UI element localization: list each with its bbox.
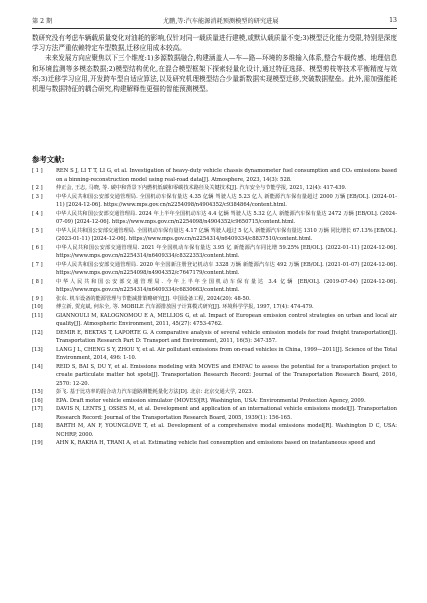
reference-number: [ 6 ] xyxy=(32,244,43,251)
reference-number: [10] xyxy=(32,304,43,310)
reference-text: BARTH M, AN F, YOUNGLOVE T, et al. Development of a comprehensive modal emissions model[R]. Washington D C, USA: NCHRP, 2000. xyxy=(56,423,397,438)
reference-number: [18] xyxy=(32,423,43,429)
reference-text: 中华人民共和国公安部交通管理局. 今年上半年全国机动车保有量达 3.4 亿辆 [EB/OL]. (2019-07-04) [2024-12-06]. https://www.mps.gov.cn/n2254314/n6409334/c6830663/content.html. xyxy=(56,278,397,293)
reference-number: [ 4 ] xyxy=(32,210,43,217)
page-number: 13 xyxy=(389,16,397,24)
reference-number: [17] xyxy=(32,406,43,412)
reference-text: AHN K, RAKHA H, TRANI A, et al. Estimating vehicle fuel consumption and emissions based on instantaneous speed and xyxy=(56,440,376,446)
reference-number: [16] xyxy=(32,397,43,404)
reference-item xyxy=(32,261,397,278)
reference-text: 张东. 机车设备的能源管理与节能减排策略研究[J]. 中国设备工程, 2024(20): 48-50. xyxy=(56,295,251,302)
reference-item xyxy=(32,312,397,329)
reference-number: [ 9 ] xyxy=(32,295,43,302)
reference-text: 中华人民共和国公安部交通管理局. 全国机动车保有量达 4.35 亿辆 驾驶人达 5.23 亿人 新能源汽车保有量超过 2000 万辆 [EB/OL]. (2024-01-11) [2024-12-06]. https://www.mps.gov.cn/n2254098/n4904352/c9384864/content.html. xyxy=(56,193,397,208)
reference-number: [11] xyxy=(32,312,43,319)
page-header xyxy=(32,14,397,26)
reference-text: 中华人民共和国公安部交通管理局. 2024 年上半年全国机动车达 4.4 亿辆 驾驶人达 5.32 亿人 新能源汽车保有量达 2472 万辆 [EB/OL]. (2024-07-09) [2024-12-06]. https://www.mps.gov.cn/n2254098/n4904352/c9650715/content.html. xyxy=(56,210,397,225)
references-heading: 参考文献: xyxy=(32,155,65,164)
reference-item xyxy=(32,422,397,439)
reference-text: 傅立新, 贺克斌, 何东全, 等. MOBILE 汽车源排放因子计算模式研究[J]. 环境科学学报, 1997, 17(4): 474-479. xyxy=(56,304,314,310)
reference-text: 仲正会, 王志, 马晓, 等. 碳中和背景下内燃机低碳和零碳技术路径及关键技术[J]. 汽车安全与节能学报, 2021, 12(4): 417-439. xyxy=(56,185,347,191)
reference-text: DAVIS N, LENTS J, OSSES M, et al. Development and application of an international vehicle emissions model[J]. Transportation Research Record: Journal of the Transportation Research Board, 2005, 1939(1): 156-165. xyxy=(56,406,397,421)
reference-item xyxy=(32,397,397,406)
reference-text: REN S J, LI T T, LI G, et al. Investigation of heavy-duty vehicle chassis dynamometer fuel consumption and CO₂ emissions based on a binning-reconstruction model using real-road data[J]. Atmosphere, 2023, 14(3): 528. xyxy=(56,168,397,183)
reference-item xyxy=(32,439,397,448)
reference-number: [ 7 ] xyxy=(32,261,43,268)
reference-text: EPA. Draft motor vehicle emission simulator (MOVES)[R]. Washington, USA: Environmental Protection Agency, 2009. xyxy=(56,397,366,404)
reference-number: [ 3 ] xyxy=(32,193,43,200)
reference-item xyxy=(32,210,397,227)
reference-item xyxy=(32,346,397,363)
issue-label: 第 2 期 xyxy=(32,17,53,25)
reference-item xyxy=(32,227,397,244)
reference-number: [15] xyxy=(32,389,43,395)
reference-item xyxy=(32,167,397,184)
body-paragraph: 未来发展方向应聚焦以下三个维度:1)多源数据融合,构建涵盖人—车—路—环境的多维输入体系,整合车载传感、地理信息和环境监测等多模态数据;2)模型结构优化,在混合模型框架下探索轻量化设计,通过特征选择、模型剪枝等技术平衡精度与效率;3)迁移学习应用,开发跨车型自适应算法,以及研究机理模型结合少量新数据实现模型迁移,突破数据壁垒。此外,需加强能耗机理与数据特征的耦合研究,构建解释性更强的智能预测模型。 xyxy=(32,54,397,94)
reference-number: [ 1 ] xyxy=(32,168,43,174)
reference-number: [19] xyxy=(32,440,43,446)
reference-text: GIANNOULI M, KALOGNOMOU E A, MELLIOS G, et al. Impact of European emission control strategies on urban and local air quality[J]. Atmospheric Environment, 2011, 45(27): 4753-4762. xyxy=(56,312,397,327)
reference-text: 彭飞. 基于比功率的混合动力汽车道路测能耗量化方法[D]. 北京: 北京交通大学, 2023. xyxy=(56,389,254,395)
reference-number: [13] xyxy=(32,346,43,353)
reference-number: [ 8 ] xyxy=(32,278,43,285)
reference-item xyxy=(32,193,397,210)
reference-item xyxy=(32,405,397,422)
reference-text: REID S, BAI S, DU Y, et al. Emissions modeling with MOVES and EMFAC to assess the potential for a transportation project to create particulate matter hot spots[J]. Transportation Research Record: Journal of the Transportation Research Board, 2016, 2570: 12-20. xyxy=(56,363,397,387)
reference-text: DEMIR E, BEKTAS T, LAPORTE G. A comparative analysis of several vehicle emission models for road freight transportation[J]. Transportation Research Part D: Transport and Environment, 2011, 16(5): 347-357. xyxy=(56,329,397,344)
reference-number: [12] xyxy=(32,329,43,336)
reference-text: 中华人民共和国公安部交通管理局. 2020 年全国新注册登记机动车 3328 万辆 新能源汽车达 492 万辆 [EB/OL]. (2021-01-07) [2024-12-06]. https://www.mps.gov.cn/n2254098/n4904352/c7647179/content.html. xyxy=(56,261,397,276)
reference-text: LANG J L, CHENG S Y, ZHOU Y, et al. Air pollutant emissions from on-road vehicles in China, 1999—2011[J]. Science of the Total Environment, 2014, 496: 1-10. xyxy=(56,346,397,361)
reference-item xyxy=(32,363,397,389)
reference-number: [ 5 ] xyxy=(32,227,43,234)
reference-item xyxy=(32,388,397,397)
reference-item xyxy=(32,295,397,304)
reference-number: [ 2 ] xyxy=(32,185,43,191)
body-text xyxy=(32,33,397,94)
reference-list xyxy=(32,167,397,448)
reference-item xyxy=(32,278,397,295)
reference-item xyxy=(32,244,397,261)
header-rule xyxy=(32,28,397,29)
reference-text: 中华人民共和国公安部交通管理局. 全国机动车保有量达 4.17 亿辆 驾驶人超过 5 亿人 新能源汽车保有量达 1310 万辆 同比增长 67.13% [EB/OL]. (2023-01-11) [2024-12-06]. https://www.mps.gov.cn/n2254314/n6409334/c8837510/content.html. xyxy=(56,227,398,242)
reference-text: 中华人民共和国公安部交通管理局. 2021 年全国机动车保有量达 3.95 亿 新能源汽车同比增 59.25% [EB/OL]. (2022-01-11) [2024-12-06]. https://www.mps.gov.cn/n2254314/n6409334/c8322353/content.html. xyxy=(56,244,397,259)
reference-item xyxy=(32,303,397,312)
running-title: 尤鹏,等:汽车能源消耗预测模型的研究进展 xyxy=(162,17,279,25)
body-paragraph: 数研究没有考虑车辆载质量变化对油耗的影响,仅针对同一载质量进行建模,或默认载质量不变;3)模型泛化能力受限,特别是深度学习方法严重依赖特定车型数据,迁移应用成本较高。 xyxy=(32,34,397,53)
reference-item xyxy=(32,329,397,346)
reference-number: [14] xyxy=(32,363,43,370)
reference-item xyxy=(32,184,397,193)
